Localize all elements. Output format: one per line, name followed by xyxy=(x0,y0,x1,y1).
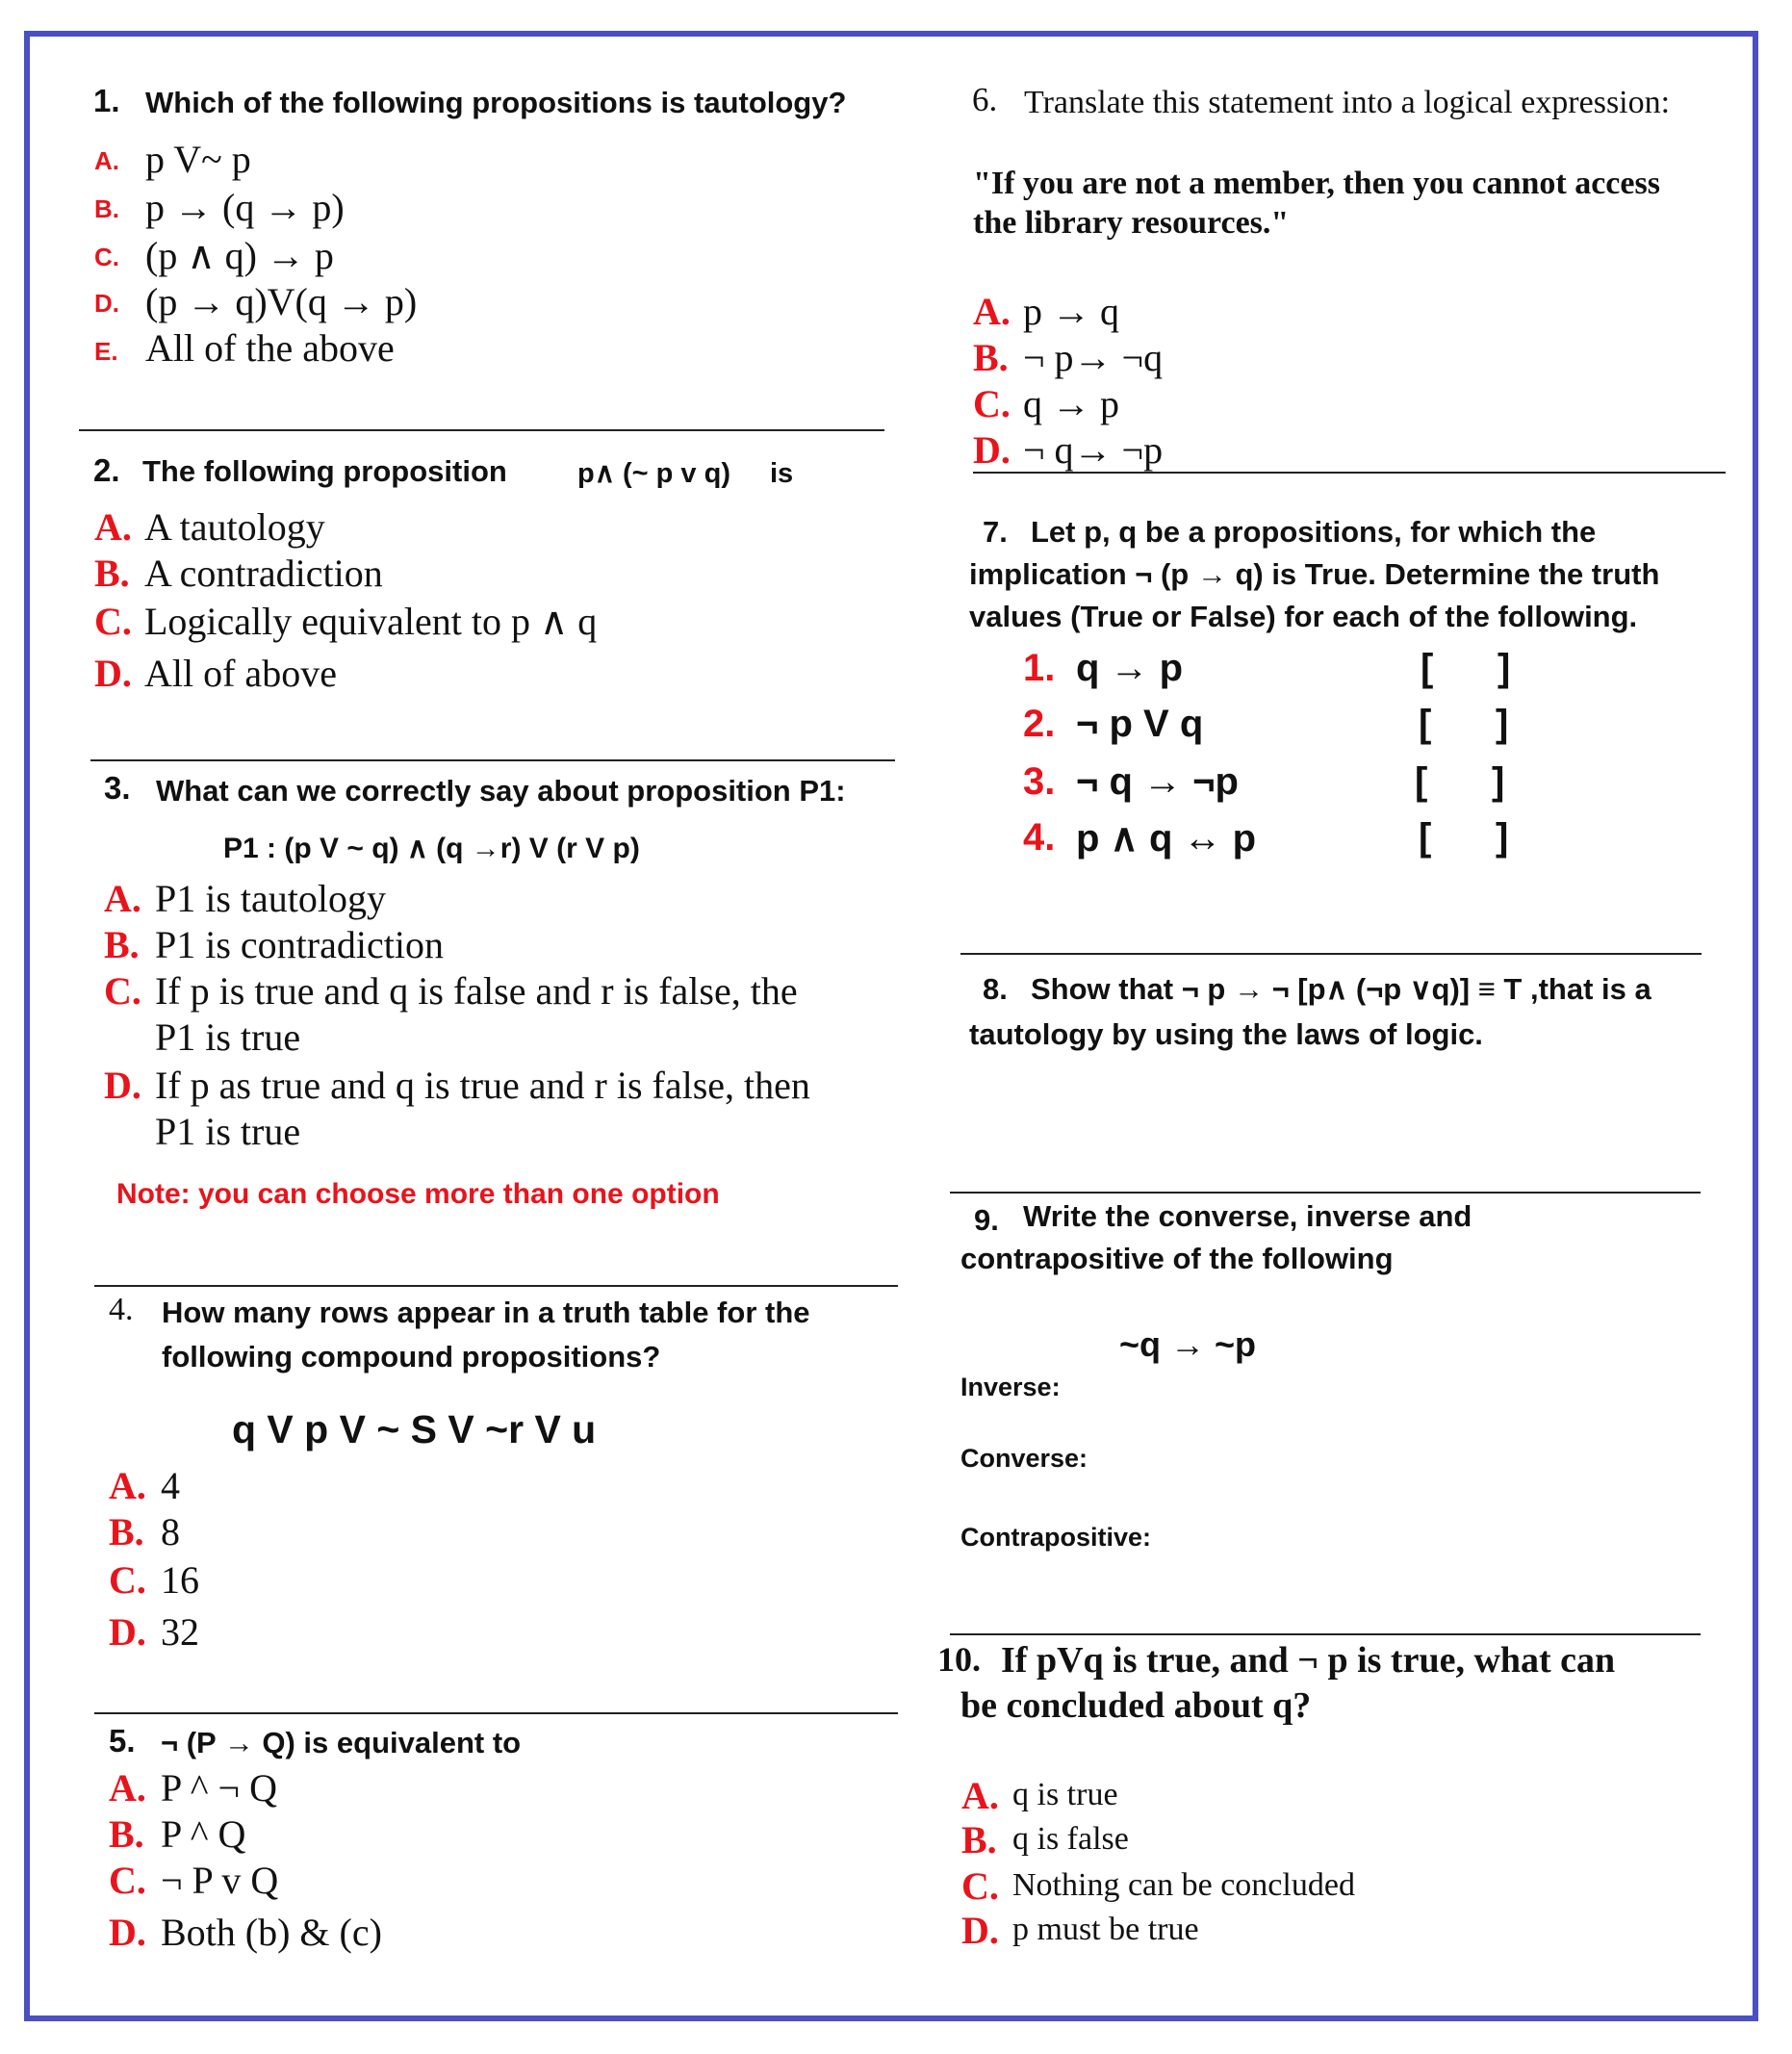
option-letter: D. xyxy=(94,289,119,318)
option-letter: D. xyxy=(109,1610,146,1654)
option-text: A tautology xyxy=(144,505,325,549)
question-number: 4. xyxy=(109,1292,134,1327)
question-number: 6. xyxy=(972,81,998,118)
question-text-tail: is xyxy=(770,458,794,489)
option-letter: C. xyxy=(104,969,141,1013)
option-text: P1 is contradiction xyxy=(155,923,444,966)
option-text: 32 xyxy=(161,1610,199,1654)
option-letter: B. xyxy=(961,1818,997,1861)
divider xyxy=(950,1192,1701,1194)
option-letter: A. xyxy=(973,290,1011,333)
question-number: 7. xyxy=(983,515,1008,549)
answer-blank[interactable]: [ ] xyxy=(1415,760,1505,803)
inverse-label: Inverse: xyxy=(960,1373,1061,1401)
answer-blank[interactable]: [ ] xyxy=(1419,816,1509,859)
question-text: implication ¬ (p → q) is True. Determine the truth xyxy=(969,557,1660,591)
item-number: 3. xyxy=(1023,760,1056,803)
option-text: ¬ P v Q xyxy=(161,1859,279,1902)
question-number: 9. xyxy=(974,1203,999,1237)
divider xyxy=(950,1633,1701,1635)
divider xyxy=(960,953,1702,955)
option-letter: E. xyxy=(94,337,118,366)
question-number: 3. xyxy=(104,770,131,806)
question-text: ¬ (P → Q) is equivalent to xyxy=(161,1726,522,1759)
option-text-continuation: P1 is true xyxy=(155,1110,301,1153)
option-letter: C. xyxy=(94,243,119,271)
option-letter: A. xyxy=(109,1464,146,1507)
option-letter: B. xyxy=(109,1510,144,1553)
question-text: values (True or False) for each of the following. xyxy=(969,600,1638,633)
option-text: P ^ Q xyxy=(161,1812,246,1856)
question-text: If pVq is true, and ¬ p is true, what can xyxy=(1001,1640,1616,1681)
option-letter: C. xyxy=(109,1558,146,1602)
option-letter: B. xyxy=(104,923,140,966)
option-text: (p → q)V(q → p) xyxy=(145,280,418,323)
item-number: 4. xyxy=(1023,816,1056,859)
option-letter: B. xyxy=(109,1812,144,1856)
option-letter: A. xyxy=(94,146,119,175)
question-text: What can we correctly say about proposition P1: xyxy=(156,774,846,808)
option-text: p → (q → p) xyxy=(145,186,345,229)
question-text: be concluded about q? xyxy=(960,1685,1312,1726)
option-letter: D. xyxy=(961,1909,999,1952)
option-text: q → p xyxy=(1023,382,1119,425)
question-text: How many rows appear in a truth table for the xyxy=(162,1296,810,1329)
quoted-statement: the library resources." xyxy=(973,205,1290,241)
divider xyxy=(94,1712,898,1714)
option-letter: C. xyxy=(94,600,132,643)
option-text: All of the above xyxy=(145,326,395,370)
option-text: If p as true and q is true and r is false, then xyxy=(155,1064,810,1107)
question-text: Show that ¬ p → ¬ [p∧ (¬p ∨q)] ≡ T ,that is a xyxy=(1031,972,1651,1006)
option-letter: D. xyxy=(104,1064,141,1107)
item-expression: ¬ q → ¬p xyxy=(1076,760,1239,803)
question-number: 2. xyxy=(93,452,120,488)
option-text: p V~ p xyxy=(145,138,251,181)
contrapositive-label: Contrapositive: xyxy=(960,1523,1152,1552)
item-number: 1. xyxy=(1023,647,1056,689)
option-text: 4 xyxy=(161,1464,180,1507)
option-text: p → q xyxy=(1023,290,1119,333)
question-number: 5. xyxy=(109,1723,136,1759)
option-text: If p is true and q is false and r is false, the xyxy=(155,969,798,1013)
option-text-continuation: P1 is true xyxy=(155,1015,301,1059)
question-text: Let p, q be a propositions, for which the xyxy=(1031,515,1597,549)
divider xyxy=(94,1285,898,1287)
note-text: Note: you can choose more than one option xyxy=(116,1178,720,1210)
proposition-expression: P1 : (p V ~ q) ∧ (q →r) V (r V p) xyxy=(223,833,640,864)
question-text: Translate this statement into a logical expression: xyxy=(1024,85,1671,120)
option-text: p must be true xyxy=(1012,1912,1199,1947)
proposition-expression: ~q → ~p xyxy=(1119,1324,1257,1364)
item-expression: q → p xyxy=(1076,647,1184,689)
option-letter: C. xyxy=(973,382,1011,425)
question-text: Write the converse, inverse and xyxy=(1023,1199,1472,1233)
divider xyxy=(973,472,1726,474)
item-number: 2. xyxy=(1023,703,1056,745)
option-text: q is true xyxy=(1012,1777,1118,1812)
proposition-expression: p∧ (~ p v q) xyxy=(577,458,730,489)
option-letter: B. xyxy=(94,552,130,595)
question-text: The following proposition xyxy=(142,454,507,488)
option-letter: A. xyxy=(94,505,132,549)
option-text: P ^ ¬ Q xyxy=(161,1766,277,1810)
answer-blank[interactable]: [ ] xyxy=(1421,647,1511,689)
option-letter: C. xyxy=(109,1859,146,1902)
option-letter: D. xyxy=(973,428,1011,472)
proposition-expression: q V p V ~ S V ~r V u xyxy=(232,1407,597,1451)
option-text: Nothing can be concluded xyxy=(1012,1867,1355,1903)
option-text: ¬ q→ ¬p xyxy=(1023,428,1164,472)
quoted-statement: "If you are not a member, then you cannot access xyxy=(973,166,1660,201)
option-text: q is false xyxy=(1012,1821,1129,1857)
question-number: 10. xyxy=(937,1640,981,1679)
option-letter: B. xyxy=(94,194,119,223)
option-letter: B. xyxy=(973,336,1009,379)
option-text: All of above xyxy=(144,652,337,695)
option-text: P1 is tautology xyxy=(155,877,387,920)
option-letter: A. xyxy=(104,877,141,920)
option-letter: D. xyxy=(109,1911,146,1954)
option-text: Both (b) & (c) xyxy=(161,1911,382,1954)
option-text: ¬ p→ ¬q xyxy=(1023,336,1164,379)
divider xyxy=(79,429,884,431)
option-letter: C. xyxy=(961,1864,999,1908)
question-text: contrapositive of the following xyxy=(960,1242,1394,1275)
question-text: Which of the following propositions is tautology? xyxy=(145,86,847,119)
option-letter: D. xyxy=(94,652,132,695)
question-text: tautology by using the laws of logic. xyxy=(969,1017,1483,1051)
item-expression: p ∧ q ↔ p xyxy=(1076,817,1257,860)
divider xyxy=(90,759,895,761)
answer-blank[interactable]: [ ] xyxy=(1419,703,1509,745)
option-letter: A. xyxy=(961,1774,999,1817)
item-expression: ¬ p V q xyxy=(1076,703,1204,745)
question-number: 8. xyxy=(983,972,1008,1006)
question-number: 1. xyxy=(93,83,120,118)
converse-label: Converse: xyxy=(960,1444,1088,1473)
option-text: 8 xyxy=(161,1510,180,1553)
option-text: 16 xyxy=(161,1558,199,1602)
option-text: Logically equivalent to p ∧ q xyxy=(144,600,598,643)
question-text: following compound propositions? xyxy=(162,1340,661,1374)
option-text: (p ∧ q) → p xyxy=(145,234,334,277)
option-letter: A. xyxy=(109,1766,146,1810)
option-text: A contradiction xyxy=(144,552,383,595)
